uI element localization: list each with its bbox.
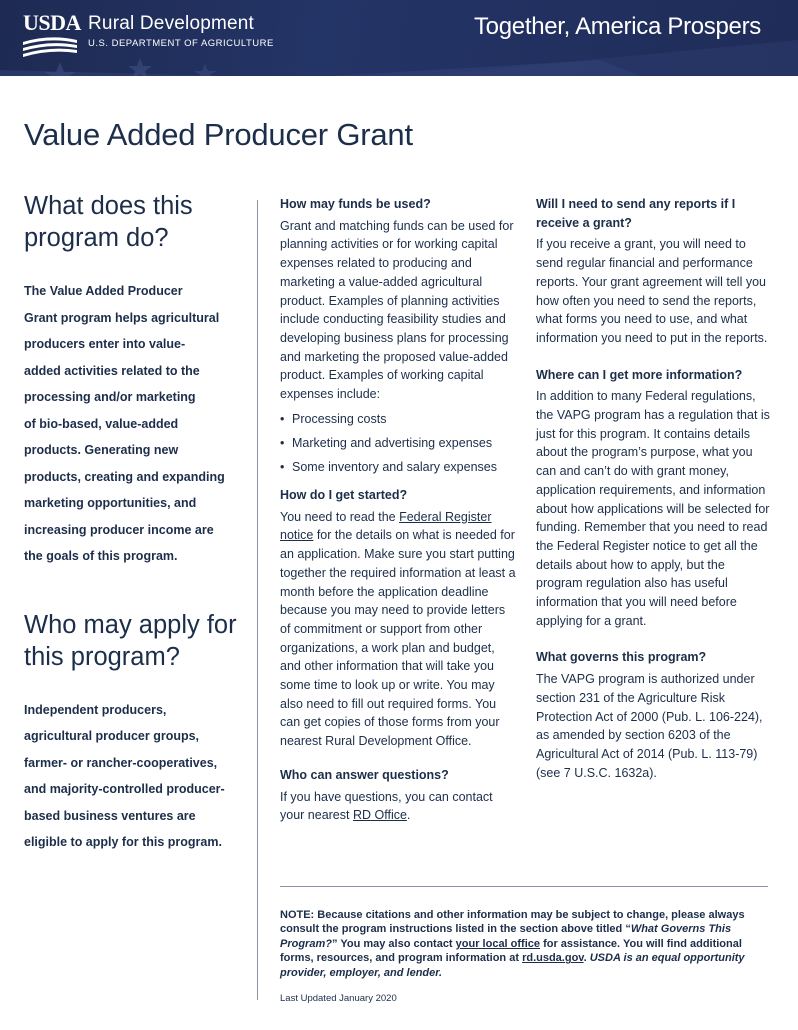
note-italic: What Governs This Program?: [280, 923, 732, 950]
questions-text: If you have questions, you can contact your nearest: [280, 789, 493, 823]
program-description-line: the goals of this program.: [24, 549, 178, 563]
tagline: Together, America Prospers: [473, 13, 761, 40]
left-column: [24, 190, 246, 856]
right-column: [536, 195, 771, 782]
governs-answer: The VAPG program is authorized under section 231 of the Agriculture Risk Protection Act of 2000 (Pub. L. 106-224), as amended by section 6203 of the Agricultural Act of 2014 (Pub. L. 113-79) (see 7 U.S.C. 1632a).: [536, 672, 763, 780]
eligibility-line: agricultural producer groups,: [24, 729, 200, 743]
program-description-line: products. Generating new: [24, 443, 179, 457]
usda-logo[interactable]: [23, 10, 81, 52]
department-name: U.S. DEPARTMENT OF AGRICULTURE: [88, 38, 274, 49]
what-does-program-do-heading: What does this program do?: [24, 192, 193, 252]
header-banner: [0, 0, 798, 76]
governs-question: What governs this program?: [536, 650, 707, 665]
agency-name: Rural Development: [88, 13, 255, 34]
last-updated: Last Updated January 2020: [280, 993, 397, 1004]
get-started-answer: [280, 508, 516, 751]
eligibility-line: based business ventures are: [24, 808, 196, 823]
get-started-question: How do I get started?: [280, 488, 408, 503]
eligibility-line: Independent producers,: [24, 702, 167, 717]
governs-section: [536, 648, 771, 782]
usda-logo-text: USDA: [23, 10, 81, 35]
usda-logo-fields-icon: [23, 36, 77, 58]
program-description-line: products, creating and expanding: [24, 469, 225, 484]
rd-usda-gov-link[interactable]: rd.usda.gov: [522, 952, 584, 965]
questions-answer: [280, 788, 516, 825]
list-item-text: Processing costs: [292, 411, 387, 426]
program-description: [24, 278, 246, 570]
funds-answer: Grant and matching funds can be used for planning activities or for working capital expenses related to producing and marketing a value-added agricultural product. Examples of planning activities include conducting feasibility studies and developing business plans for processing and marketing the proposed value-added product. Examples of working capital expenses include:: [280, 218, 514, 402]
get-started-text-cont: for the details on what is needed for an application. Make sure you start putting together the required information at least a month before the application deadline because you may need to provide letters of commitment or support from other organizations, a work plan and budget, and other information that will take you some time to look up or write. You may also need to fill out required forms. You can get copies of those forms from your nearest Rural Development Office.: [280, 528, 516, 749]
reports-question: Will I need to send any reports if I receive a grant?: [536, 197, 736, 230]
rd-office-link[interactable]: RD Office: [352, 808, 407, 823]
note-text: for assistance. You will find additional forms, resources, and program information at: [280, 937, 742, 965]
get-started-text: You need to read the: [280, 509, 400, 524]
more-info-question: Where can I get more information?: [536, 367, 743, 382]
note-text: .: [583, 952, 590, 965]
eligibility-description: [24, 697, 246, 856]
get-started-section: [280, 486, 516, 751]
equal-opportunity-statement: USDA is an equal opportunity provider, employer, and lender.: [280, 952, 745, 979]
column-divider: [257, 200, 258, 1000]
footer-note: [280, 908, 760, 980]
questions-text-end: .: [406, 808, 411, 823]
program-description-line: increasing producer income are: [24, 522, 214, 537]
list-item-text: Some inventory and salary expenses: [292, 460, 497, 475]
questions-question: Who can answer questions?: [280, 767, 449, 782]
eligibility-line: and majority-controlled producer-: [24, 782, 225, 796]
list-item: [280, 458, 516, 477]
funds-question: How may funds be used?: [280, 197, 431, 211]
page-title: Value Added Producer Grant: [24, 117, 413, 152]
bullet-icon: •: [280, 436, 285, 451]
eligibility-line: eligible to apply for this program.: [24, 835, 222, 849]
more-info-answer: In addition to many Federal regulations, the VAPG program has a regulation that is just for this program. It contains details about the program’s purpose, what you can and can’t do with grant money, application requirements, and information about how applications will be selected for funding. Remember that you need to read the Federal Register notice to get all the details about how to apply, but the program regulation also has useful information that you will need before applying for a grant.: [536, 389, 770, 628]
footer-divider: [280, 886, 768, 887]
program-description-line: producers enter into value-: [24, 337, 186, 351]
questions-section: [280, 766, 516, 825]
local-office-link[interactable]: your local office: [455, 937, 541, 950]
list-item-text: Marketing and advertising expenses: [292, 436, 493, 451]
expense-list: [280, 410, 516, 477]
list-item: [280, 410, 516, 429]
who-may-apply-heading: Who may apply for this program?: [24, 610, 237, 671]
program-description-line: added activities related to the: [24, 363, 200, 378]
reports-answer: If you receive a grant, you will need to send regular financial and performance reports. Your grant agreement will tell you how often you need to send the reports, what forms you need to use, and what information you need to put in the reports.: [536, 237, 768, 345]
program-description-line: The Value Added Producer: [24, 284, 183, 298]
note-text: NOTE: Because citations and other information may be subject to change, please always consult the program instructions listed in the section above titled “: [280, 909, 745, 936]
note-text: ” You may also contact: [331, 937, 456, 950]
program-description-line: of bio-based, value-added: [24, 416, 179, 431]
funds-section: [280, 195, 516, 477]
middle-column: [280, 195, 516, 825]
federal-register-notice-link[interactable]: Federal Register notice: [280, 509, 492, 543]
program-description-line: marketing opportunities, and: [24, 496, 197, 510]
program-description-line: processing and/or marketing: [24, 390, 196, 404]
list-item: [280, 434, 516, 453]
more-info-section: [536, 366, 771, 631]
program-description-line: Grant program helps agricultural: [24, 310, 220, 325]
bullet-icon: •: [280, 411, 285, 426]
eligibility-line: farmer- or rancher-cooperatives,: [24, 755, 218, 770]
reports-section: [536, 195, 771, 348]
bullet-icon: •: [280, 460, 285, 475]
